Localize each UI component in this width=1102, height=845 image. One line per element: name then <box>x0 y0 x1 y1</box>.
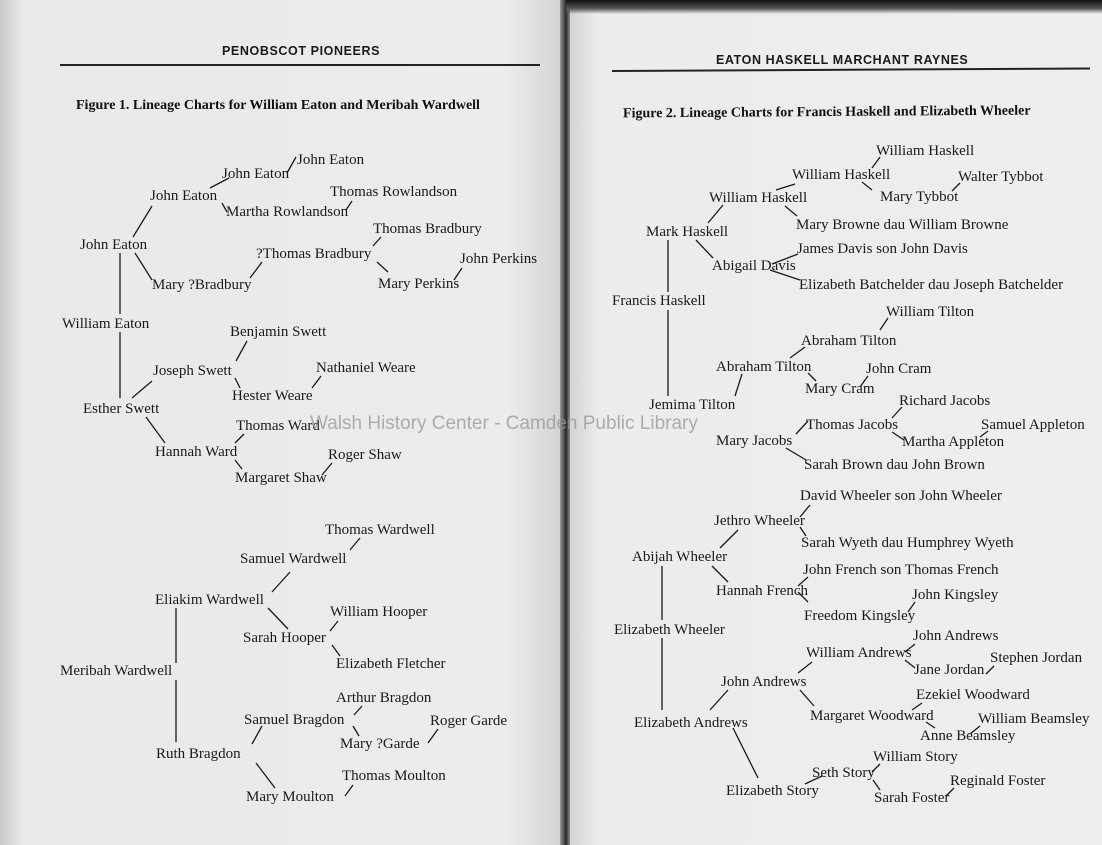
chart-name-arthur-bragdon: Arthur Bragdon <box>336 690 432 706</box>
chart-name-john-perkins: John Perkins <box>460 251 538 267</box>
chart-name-nathaniel-weare: Nathaniel Weare <box>316 360 416 376</box>
chart-name-hannah-ward: Hannah Ward <box>155 444 238 460</box>
chart-name-samuel-appleton: Samuel Appleton <box>981 417 1085 433</box>
chart-name-abraham-tilton-gen1: Abraham Tilton <box>716 359 812 375</box>
chart-name-stephen-jordan: Stephen Jordan <box>990 650 1083 666</box>
chart-name-william-haskell-gen3: William Haskell <box>876 143 975 159</box>
chart-name-sarah-wyeth: Sarah Wyeth dau Humphrey Wyeth <box>801 535 1014 551</box>
chart-name-john-eaton-gen2: John Eaton <box>150 188 218 204</box>
chart-name-richard-jacobs: Richard Jacobs <box>899 393 991 409</box>
chart-name-abraham-tilton-gen2: Abraham Tilton <box>801 333 897 349</box>
chart-name-elizabeth-fletcher: Elizabeth Fletcher <box>336 656 446 672</box>
chart-name-william-haskell-gen1: William Haskell <box>709 190 808 206</box>
chart-name-eliakim-wardwell: Eliakim Wardwell <box>155 592 264 608</box>
chart-name-ezekiel-woodward: Ezekiel Woodward <box>916 687 1030 703</box>
chart-name-john-eaton-gen3: John Eaton <box>222 166 290 182</box>
chart-name-william-tilton: William Tilton <box>886 304 975 320</box>
chart-name-mary-jacobs: Mary Jacobs <box>716 433 793 449</box>
chart-name-margaret-shaw: Margaret Shaw <box>235 470 327 486</box>
chart-name-sarah-brown: Sarah Brown dau John Brown <box>804 457 985 473</box>
chart-name-thomas-moulton: Thomas Moulton <box>342 768 446 784</box>
chart-name-sarah-hooper: Sarah Hooper <box>243 630 326 646</box>
chart-name-william-beamsley: William Beamsley <box>978 711 1090 727</box>
chart-name-martha-rowlandson: Martha Rowlandson <box>226 204 349 220</box>
chart-name-mary-cram: Mary Cram <box>805 381 875 397</box>
chart-name-john-kingsley: John Kingsley <box>912 587 999 603</box>
chart-name-elizabeth-story: Elizabeth Story <box>726 783 819 799</box>
chart-name-elizabeth-andrews: Elizabeth Andrews <box>634 715 748 731</box>
left-running-head: PENOBSCOT PIONEERS <box>222 44 381 58</box>
chart-name-mark-haskell: Mark Haskell <box>646 224 729 240</box>
figure-2-caption: Figure 2. Lineage Charts for Francis Haskell and Elizabeth Wheeler <box>622 103 1031 122</box>
chart-name-elizabeth-batchelder: Elizabeth Batchelder dau Joseph Batchelder <box>799 277 1064 293</box>
chart-name-walter-tybbot: Walter Tybbot <box>958 169 1044 185</box>
chart-name-seth-story: Seth Story <box>812 765 875 781</box>
chart-name-mary-perkins: Mary Perkins <box>378 276 460 292</box>
chart-name-mary-bradbury: Mary ?Bradbury <box>152 277 252 293</box>
chart-name-esther-swett: Esther Swett <box>83 401 160 417</box>
chart-name-jemima-tilton: Jemima Tilton <box>649 397 736 413</box>
chart-name-freedom-kingsley: Freedom Kingsley <box>804 608 916 624</box>
chart-name-william-story: William Story <box>873 749 958 765</box>
chart-name-mary-moulton: Mary Moulton <box>246 789 334 805</box>
chart-name-benjamin-swett: Benjamin Swett <box>230 324 327 340</box>
chart-name-francis-haskell: Francis Haskell <box>612 293 706 309</box>
watermark-text: Walsh History Center - Camden Public Library <box>310 413 698 434</box>
chart-name-thomas-jacobs: Thomas Jacobs <box>806 417 899 433</box>
chart-name-thomas-wardwell: Thomas Wardwell <box>325 522 435 538</box>
chart-name-reginald-foster: Reginald Foster <box>950 773 1046 789</box>
chart-name-james-davis: James Davis son John Davis <box>797 241 968 257</box>
chart-name-john-andrews-gen2: John Andrews <box>913 628 999 644</box>
chart-name-elizabeth-wheeler: Elizabeth Wheeler <box>614 622 725 638</box>
chart-name-david-wheeler: David Wheeler son John Wheeler <box>800 488 1002 504</box>
chart-name-roger-garde: Roger Garde <box>430 713 508 729</box>
chart-name-samuel-bragdon: Samuel Bragdon <box>244 712 345 728</box>
chart-name-thomas-ward: Thomas Ward <box>236 418 320 434</box>
chart-name-william-andrews: William Andrews <box>806 645 912 661</box>
chart-name-john-french: John French son Thomas French <box>803 562 999 578</box>
chart-name-margaret-woodward: Margaret Woodward <box>810 708 934 724</box>
chart-name-martha-appleton: Martha Appleton <box>902 434 1005 450</box>
chart-name-jane-jordan: Jane Jordan <box>914 662 985 678</box>
chart-name-abigail-davis: Abigail Davis <box>712 258 796 274</box>
chart-name-john-eaton-gen1: John Eaton <box>80 237 148 253</box>
chart-name-john-cram: John Cram <box>866 361 932 377</box>
chart-name-thomas-bradbury: Thomas Bradbury <box>373 221 482 237</box>
chart-name-ruth-bragdon: Ruth Bragdon <box>156 746 241 762</box>
chart-name-mary-garde: Mary ?Garde <box>340 736 420 752</box>
chart-name-john-andrews-gen1: John Andrews <box>721 674 807 690</box>
chart-name-jethro-wheeler: Jethro Wheeler <box>714 513 805 529</box>
chart-name-samuel-wardwell: Samuel Wardwell <box>240 551 347 567</box>
chart-name-john-eaton-gen4: John Eaton <box>297 152 365 168</box>
figure-1-caption: Figure 1. Lineage Charts for William Eaton and Meribah Wardwell <box>76 98 480 113</box>
chart-name-q-thomas-bradbury: ?Thomas Bradbury <box>256 246 372 262</box>
chart-name-sarah-foster: Sarah Foster <box>874 790 950 806</box>
chart-name-meribah-wardwell: Meribah Wardwell <box>60 663 173 679</box>
chart-name-william-eaton: William Eaton <box>62 316 150 332</box>
chart-name-hester-weare: Hester Weare <box>232 388 313 404</box>
chart-name-thomas-rowlandson: Thomas Rowlandson <box>330 184 458 200</box>
chart-name-william-hooper: William Hooper <box>330 604 428 620</box>
chart-name-anne-beamsley: Anne Beamsley <box>920 728 1016 744</box>
chart-name-mary-tybbot: Mary Tybbot <box>880 189 959 205</box>
chart-name-roger-shaw: Roger Shaw <box>328 447 402 463</box>
chart-name-william-haskell-gen2: William Haskell <box>792 167 891 183</box>
right-running-head: EATON HASKELL MARCHANT RAYNES <box>716 53 969 67</box>
chart-name-abijah-wheeler: Abijah Wheeler <box>632 549 728 565</box>
chart-name-joseph-swett: Joseph Swett <box>153 363 232 379</box>
chart-name-mary-browne: Mary Browne dau William Browne <box>796 217 1009 233</box>
chart-name-hannah-french: Hannah French <box>716 583 809 599</box>
